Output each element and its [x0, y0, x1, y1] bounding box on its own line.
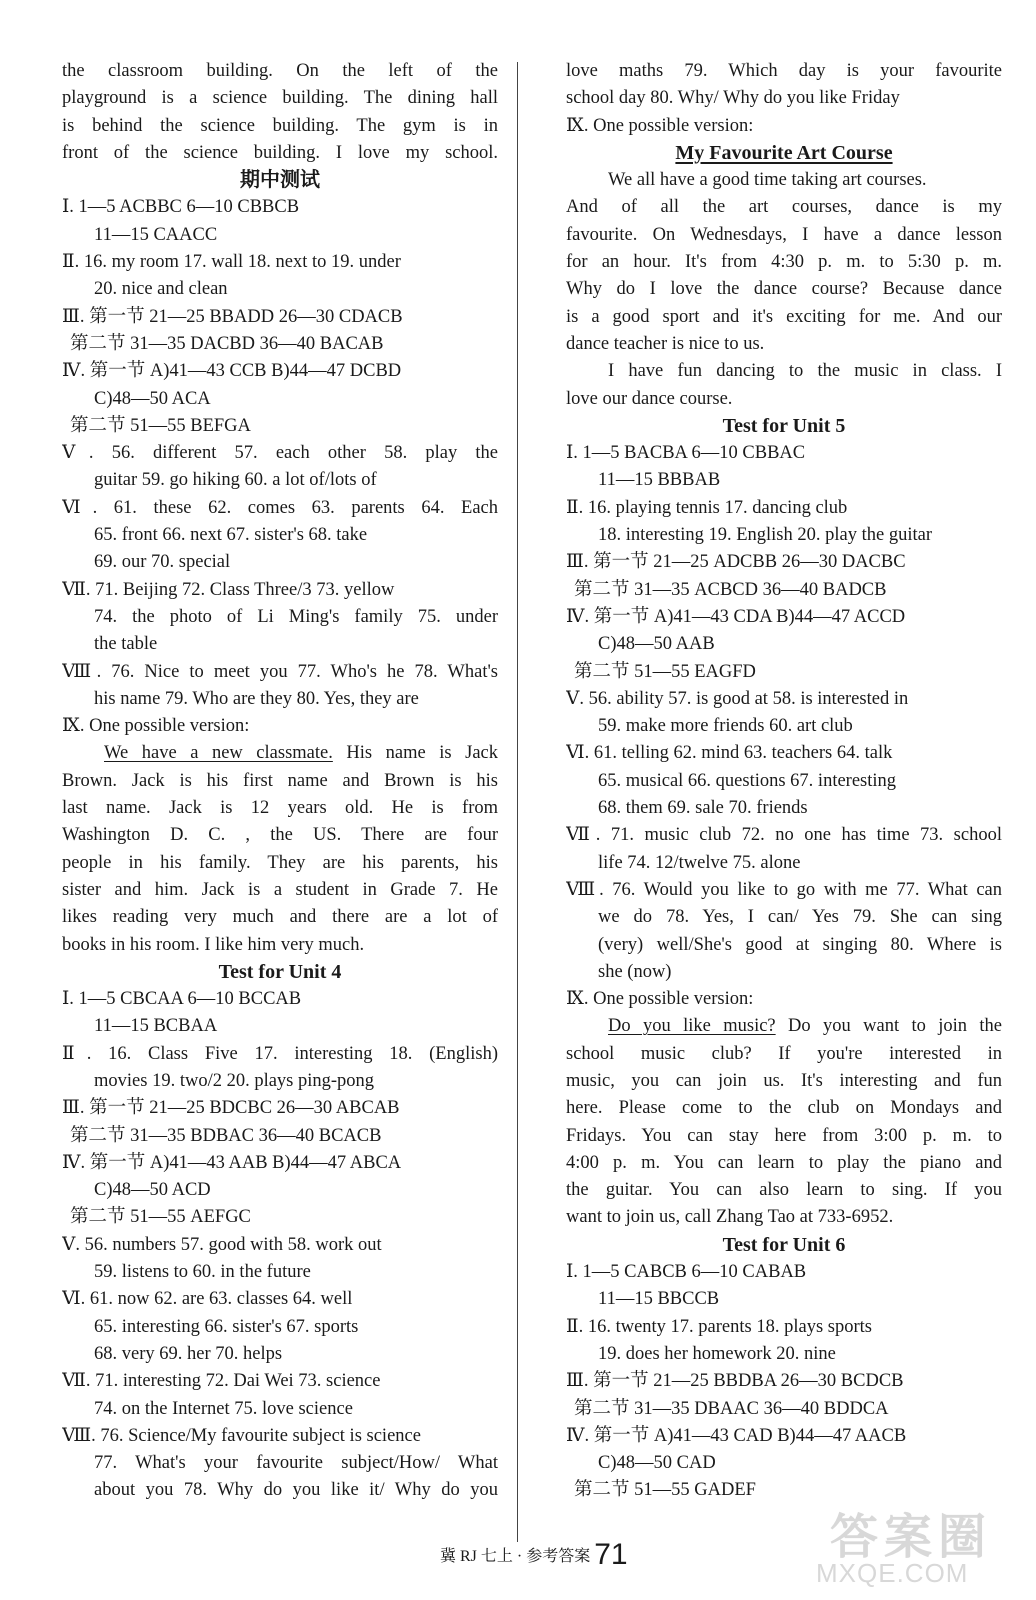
text-line: 11—15 CAACC — [94, 224, 218, 245]
text-line: C)48—50 AAB — [598, 634, 715, 655]
text-line: Ⅱ. 16. twenty 17. parents 18. plays sports — [566, 1316, 872, 1337]
essay-text: Do you want to join the — [775, 1016, 1002, 1037]
text-line: the guitar. You can also learn to sing. If you — [566, 1180, 1002, 1201]
text-line: 第二节 51—55 BEFGA — [70, 415, 251, 436]
text-line: Ⅴ. 56. different 57. each other 58. play the — [62, 443, 498, 464]
essay-title-underlined: We have a new classmate. — [104, 743, 333, 764]
text-line: Ⅴ. 56. ability 57. is good at 58. is interested in — [566, 688, 909, 709]
text-line: Ⅰ. 1—5 ACBBC 6—10 CBBCB — [62, 197, 300, 218]
text-line: 59. listens to 60. in the future — [94, 1262, 311, 1283]
text-line: I have fun dancing to the music in class. I — [608, 361, 1002, 382]
text-line: 4:00 p. m. You can learn to play the piano and — [566, 1152, 1002, 1173]
text-line: favourite. On Wednesdays, I have a dance lesson — [566, 224, 1002, 245]
text-line: 18. interesting 19. English 20. play the guitar — [598, 525, 932, 546]
text-line: guitar 59. go hiking 60. a lot of/lots of — [94, 470, 377, 491]
text-line: 68. them 69. sale 70. friends — [598, 798, 808, 819]
text-line: music, you can join us. It's interesting and fun — [566, 1070, 1002, 1091]
text-line: 20. nice and clean — [94, 279, 228, 300]
section-heading: Test for Unit 5 — [722, 414, 846, 437]
text-line: Ⅰ. 1—5 CBCAA 6—10 BCCAB — [62, 989, 302, 1010]
text-line: Fridays. You can stay here from 3:00 p. m. to — [566, 1125, 1002, 1146]
text-line: Ⅱ. 16. playing tennis 17. dancing club — [566, 497, 848, 518]
text-line: last name. Jack is 12 years old. He is from — [62, 798, 498, 819]
text-line: here. Please come to the club on Mondays and — [566, 1098, 1002, 1119]
text-line: 19. does her homework 20. nine — [598, 1343, 836, 1364]
text-line: Ⅲ. 第一节 21—25 BBADD 26—30 CDACB — [62, 306, 403, 327]
text-line: Ⅵ. 61. these 62. comes 63. parents 64. Each — [62, 497, 498, 518]
text-line: 11—15 BBCCB — [598, 1289, 720, 1310]
page-number: 71 — [594, 1538, 628, 1571]
section-heading: Test for Unit 6 — [722, 1233, 846, 1256]
text-line: school music club? If you're interested in — [566, 1043, 1002, 1064]
text-line: life 74. 12/twelve 75. alone — [598, 852, 801, 873]
text-line: C)48—50 ACD — [94, 1180, 211, 1201]
text-line: Ⅶ. 71. music club 72. no one has time 73. school — [566, 825, 1002, 846]
text-line: And of all the art courses, dance is my — [566, 197, 1002, 218]
text-line: 59. make more friends 60. art club — [598, 716, 853, 737]
text-line: the classroom building. On the left of the — [62, 61, 498, 81]
essay-title-underlined: Do you like music? — [608, 1016, 776, 1037]
text-line: is behind the science building. The gym is in — [62, 115, 498, 136]
column-divider — [517, 62, 518, 1542]
text-line: is a good sport and it's exciting for me. And our — [566, 306, 1002, 327]
text-line: his name 79. Who are they 80. Yes, they are — [94, 688, 419, 709]
text-line: Ⅴ. 56. numbers 57. good with 58. work out — [62, 1234, 382, 1255]
text-line: Ⅷ. 76. Would you like to go with me 77. What can — [566, 879, 1002, 900]
text-line: Ⅳ. 第一节 A)41—43 CDA B)44—47 ACCD — [566, 606, 906, 627]
text-line: books in his room. I like him very much. — [62, 934, 365, 955]
text-line: Ⅷ. 76. Science/My favourite subject is science — [62, 1425, 421, 1446]
text-line: want to join us, call Zhang Tao at 733-6952. — [566, 1207, 894, 1228]
text-line: dance teacher is nice to us. — [566, 333, 765, 354]
section-heading: Test for Unit 4 — [218, 960, 342, 983]
text-line: 74. on the Internet 75. love science — [94, 1398, 353, 1419]
text-line: we do 78. Yes, I can/ Yes 79. She can sing — [598, 907, 1002, 928]
text-line: 第二节 51—55 AEFGC — [70, 1207, 251, 1228]
left-column — [62, 58, 498, 1505]
text-line: C)48—50 CAD — [598, 1453, 716, 1474]
text-line: Ⅷ. 76. Nice to meet you 77. Who's he 78. What's — [62, 661, 498, 682]
text-line: the table — [94, 634, 158, 655]
text-line: Ⅵ. 61. telling 62. mind 63. teachers 64. talk — [566, 743, 893, 764]
text-line: (very) well/She's good at singing 80. Where is — [598, 934, 1002, 955]
essay-text: His name is Jack — [332, 743, 498, 764]
text-line: Ⅲ. 第一节 21—25 BBDBA 26—30 BCDCB — [566, 1371, 904, 1392]
text-line: about you 78. Why do you like it/ Why do you — [94, 1480, 498, 1501]
text-line: 第二节 31—35 DBAAC 36—40 BDDCA — [574, 1398, 889, 1419]
text-line: We all have a good time taking art courses. — [608, 170, 927, 191]
text-line: playground is a science building. The dining hall — [62, 88, 498, 109]
page-footer — [440, 1535, 628, 1575]
text-line: love maths 79. Which day is your favourite — [566, 61, 1002, 81]
text-line: Washington D. C. , the US. There are four — [62, 825, 498, 846]
text-line: Ⅸ. One possible version: — [566, 115, 754, 136]
text-line: Ⅲ. 第一节 21—25 BDCBC 26—30 ABCAB — [62, 1098, 400, 1119]
watermark-url: MXQE.COM — [816, 1558, 969, 1588]
text-line — [566, 1013, 1002, 1040]
text-line: Ⅳ. 第一节 A)41—43 CCB B)44—47 DCBD — [62, 361, 402, 382]
text-line: 11—15 BBBAB — [598, 470, 721, 491]
text-line: movies 19. two/2 20. plays ping-pong — [94, 1070, 375, 1091]
watermark-text: 答案圈 — [830, 1511, 993, 1564]
text-line: 第二节 31—35 BDBAC 36—40 BCACB — [70, 1125, 382, 1146]
text-line: front of the science building. I love my school. — [62, 142, 498, 163]
text-line: people in his family. They are his parents, his — [62, 852, 498, 873]
text-line: Why do I love the dance course? Because dance — [566, 279, 1002, 300]
text-line — [62, 740, 498, 767]
text-line: 65. musical 66. questions 67. interesting — [598, 770, 897, 791]
text-line: she (now) — [598, 961, 672, 982]
text-line: Ⅱ. 16. my room 17. wall 18. next to 19. under — [62, 252, 401, 273]
text-line: Ⅳ. 第一节 A)41—43 CAD B)44—47 AACB — [566, 1425, 907, 1446]
text-line: 第二节 51—55 GADEF — [574, 1480, 756, 1501]
text-line: likes reading very much and there are a lot of — [62, 907, 498, 928]
text-line: for an hour. It's from 4:30 p. m. to 5:30 p. m. — [566, 252, 1002, 273]
text-line: 68. very 69. her 70. helps — [94, 1343, 283, 1364]
text-line: Ⅰ. 1—5 BACBA 6—10 CBBAC — [566, 443, 806, 464]
text-line: love our dance course. — [566, 388, 733, 409]
text-line: Ⅶ. 71. Beijing 72. Class Three/3 73. yellow — [62, 579, 395, 600]
text-line: Ⅸ. One possible version: — [566, 989, 754, 1010]
section-heading: 期中测试 — [240, 169, 320, 192]
text-line: Ⅵ. 61. now 62. are 63. classes 64. well — [62, 1289, 353, 1310]
text-line: Ⅲ. 第一节 21—25 ADCBB 26—30 DACBC — [566, 552, 906, 573]
text-line: 74. the photo of Li Ming's family 75. under — [94, 606, 498, 627]
text-line: 第二节 51—55 EAGFD — [574, 661, 756, 682]
text-line: Ⅸ. One possible version: — [62, 716, 250, 737]
watermark-logo — [790, 1498, 1016, 1588]
text-line: 第二节 31—35 DACBD 36—40 BACAB — [70, 333, 384, 354]
text-line: 65. front 66. next 67. sister's 68. take — [94, 525, 368, 546]
text-line: Ⅳ. 第一节 A)41—43 AAB B)44—47 ABCA — [62, 1152, 402, 1173]
text-line: 69. our 70. special — [94, 552, 231, 573]
text-line: sister and him. Jack is a student in Grade 7. He — [62, 879, 498, 900]
text-line: school day 80. Why/ Why do you like Friday — [566, 88, 900, 109]
text-line: 第二节 31—35 ACBCD 36—40 BADCB — [574, 579, 887, 600]
text-line: Brown. Jack is his first name and Brown is his — [62, 770, 498, 791]
text-line: 77. What's your favourite subject/How/ What — [94, 1453, 498, 1474]
text-line: Ⅱ. 16. Class Five 17. interesting 18. (English) — [62, 1043, 498, 1064]
footer-text: 冀 RJ 七上 · 参考答案 — [440, 1548, 591, 1565]
right-column — [566, 58, 1002, 1505]
text-line: Ⅰ. 1—5 CABCB 6—10 CABAB — [566, 1262, 807, 1283]
text-line: 65. interesting 66. sister's 67. sports — [94, 1316, 359, 1337]
section-heading: My Favourite Art Course — [675, 141, 893, 164]
text-line: C)48—50 ACA — [94, 388, 211, 409]
text-line: 11—15 BCBAA — [94, 1016, 218, 1037]
text-line: Ⅶ. 71. interesting 72. Dai Wei 73. science — [62, 1371, 381, 1392]
